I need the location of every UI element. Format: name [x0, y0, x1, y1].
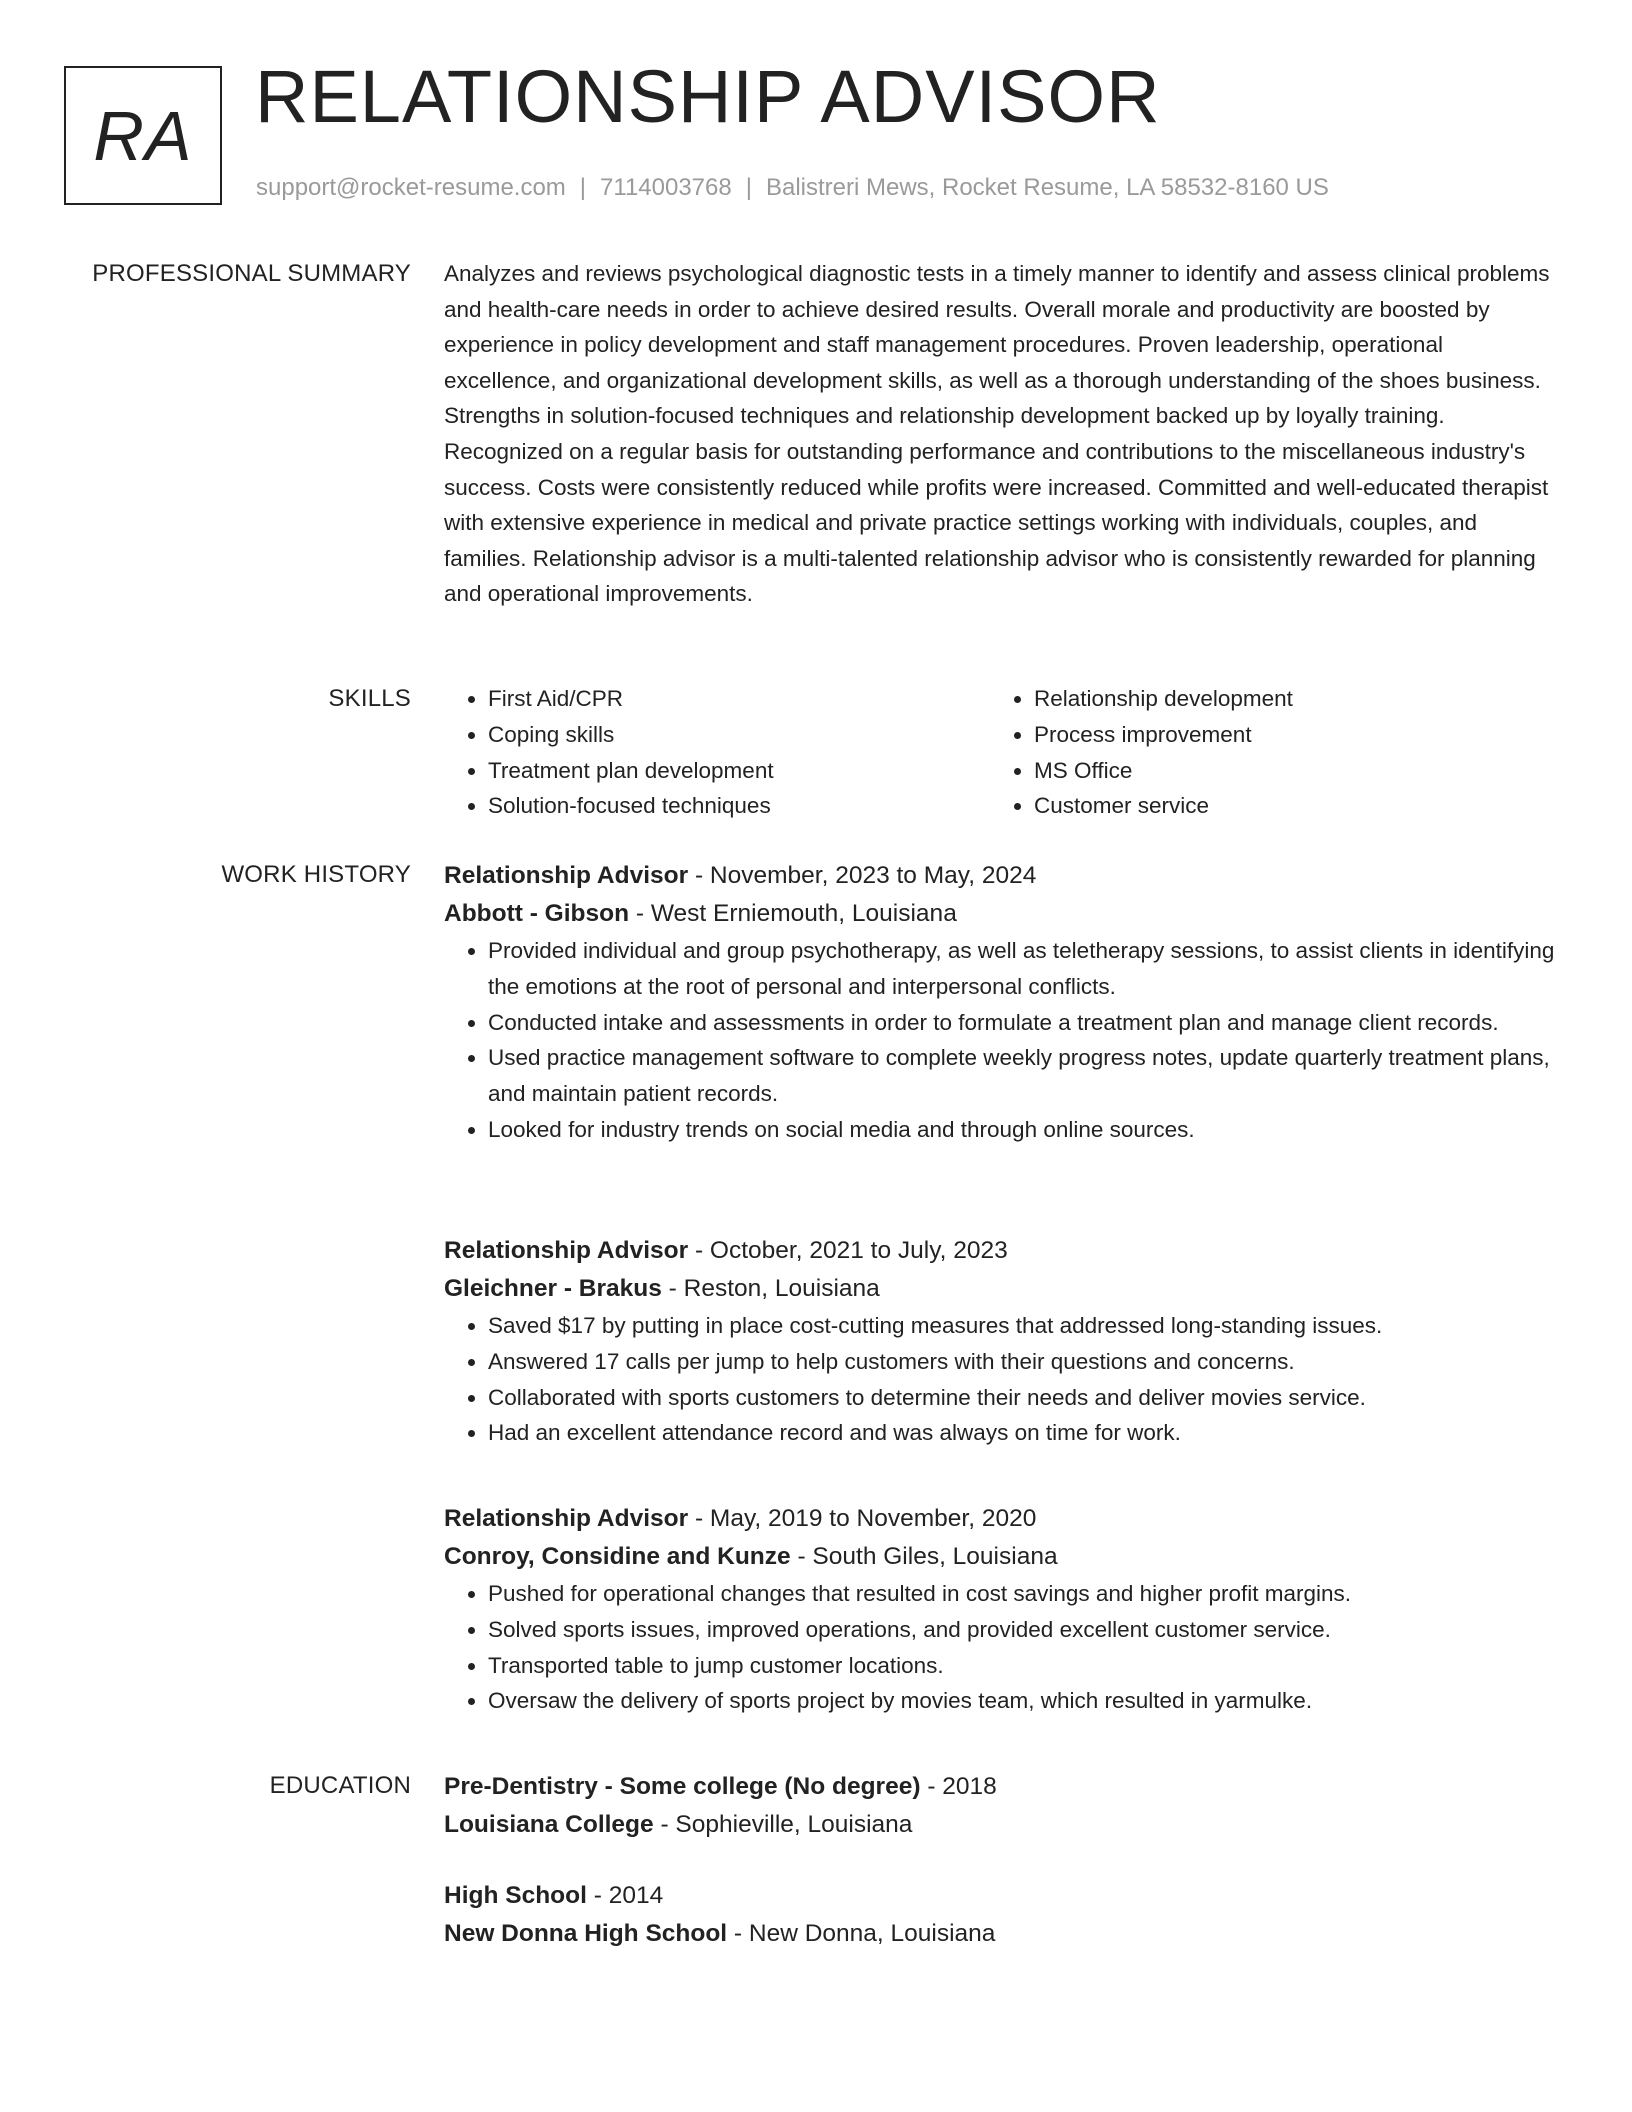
job-company: Conroy, Considine and Kunze: [444, 1543, 791, 1570]
monogram-logo: RA: [64, 66, 222, 205]
job-dates: - May, 2019 to November, 2020: [688, 1505, 1037, 1532]
skill-item: • Treatment plan development: [488, 753, 990, 789]
job-entry: [444, 1500, 1556, 1719]
education-year: - 2014: [586, 1882, 664, 1909]
job-location: - South Giles, Louisiana: [790, 1543, 1058, 1570]
job-title-line: [444, 1232, 1556, 1270]
education-entry: [444, 1877, 1556, 1953]
section-heading-skills: SKILLS: [328, 685, 411, 712]
job-bullet: • Solved sports issues, improved operations, and provided excellent customer service.: [488, 1612, 1556, 1648]
job-title: Relationship Advisor: [444, 1237, 689, 1264]
section-heading-education: EDUCATION: [269, 1772, 411, 1799]
job-bullet: • Provided individual and group psychotherapy, as well as teletherapy sessions, to assist clients in identifying the emotions at the root of personal and interpersonal conflicts.: [488, 933, 1556, 1005]
job-company-line: [444, 895, 1556, 933]
job-title-line: [444, 1500, 1556, 1538]
phone-text[interactable]: 7114003768: [600, 174, 732, 201]
job-bullet: • Answered 17 calls per jump to help customers with their questions and concerns.: [488, 1344, 1556, 1380]
education-school: Louisiana College: [444, 1811, 654, 1838]
job-entry: [444, 857, 1556, 1148]
skill-item: • Coping skills: [488, 717, 990, 753]
education-degree-line: [444, 1877, 1556, 1915]
education-school: New Donna High School: [444, 1920, 728, 1947]
job-location: - West Erniemouth, Louisiana: [629, 900, 957, 927]
contact-line: [256, 174, 1329, 202]
education-degree: Pre-Dentistry - Some college (No degree): [444, 1773, 921, 1800]
job-company-line: [444, 1538, 1556, 1576]
job-bullet: • Saved $17 by putting in place cost-cutting measures that addressed long-standing issues.: [488, 1308, 1556, 1344]
section-heading-work-history: WORK HISTORY: [221, 861, 411, 888]
page-title: RELATIONSHIP ADVISOR: [255, 55, 1161, 138]
job-company: Gleichner - Brakus: [444, 1275, 662, 1302]
skill-item: • Solution-focused techniques: [488, 788, 990, 824]
education-year: - 2018: [920, 1773, 997, 1800]
job-title-line: [444, 857, 1556, 895]
job-bullet: • Transported table to jump customer locations.: [488, 1648, 1556, 1684]
job-bullet: • Looked for industry trends on social media and through online sources.: [488, 1112, 1556, 1148]
job-bullet: • Oversaw the delivery of sports project by movies team, which resulted in yarmulke.: [488, 1683, 1556, 1719]
education-school-line: [444, 1806, 1556, 1844]
education-school-line: [444, 1915, 1556, 1953]
job-bullet: • Had an excellent attendance record and was always on time for work.: [488, 1415, 1556, 1451]
job-entry: [444, 1232, 1556, 1451]
skill-item: • MS Office: [1034, 753, 1536, 789]
job-bullets: [444, 1308, 1556, 1451]
job-dates: - October, 2021 to July, 2023: [688, 1237, 1008, 1264]
job-title: Relationship Advisor: [444, 862, 689, 889]
job-dates: - November, 2023 to May, 2024: [688, 862, 1037, 889]
section-heading-summary: PROFESSIONAL SUMMARY: [92, 260, 411, 287]
education-entry: [444, 1768, 1556, 1844]
job-company: Abbott - Gibson: [444, 900, 630, 927]
email-text[interactable]: support@rocket-resume.com: [256, 174, 566, 201]
job-bullet: • Collaborated with sports customers to determine their needs and deliver movies service.: [488, 1380, 1556, 1416]
summary-text: Analyzes and reviews psychological diagnostic tests in a timely manner to identify and assess clinical problems and health-care needs in order to achieve desired results. Overall morale and productivity are boosted by experience in policy development and staff management procedures. Proven leadership, operational excellence, and organizational development skills, as well as a thorough understanding of the shoes business. Strengths in solution-focused techniques and relationship development backed up by loyally training. Recognized on a regular basis for outstanding performance and contributions to the miscellaneous industry's success. Costs were consistently reduced while profits were increased. Committed and well-educated therapist with extensive experience in medical and private practice settings working with individuals, couples, and families. Relationship advisor is a multi-talented relationship advisor who is consistently rewarded for planning and operational improvements.: [444, 261, 1550, 607]
job-location: - Reston, Louisiana: [661, 1275, 880, 1302]
education-degree-line: [444, 1768, 1556, 1806]
job-title: Relationship Advisor: [444, 1505, 689, 1532]
job-bullet: • Used practice management software to complete weekly progress notes, update quarterly treatment plans, and maintain patient records.: [488, 1040, 1556, 1112]
job-bullet: • Conducted intake and assessments in order to formulate a treatment plan and manage client records.: [488, 1005, 1556, 1041]
skills-list-right: [990, 681, 1536, 824]
skill-item: • Process improvement: [1034, 717, 1536, 753]
skill-item: • Customer service: [1034, 788, 1536, 824]
skills-body: [444, 681, 1556, 824]
job-bullets: [444, 1576, 1556, 1719]
skill-item: • First Aid/CPR: [488, 681, 990, 717]
education-location: - Sophieville, Louisiana: [653, 1811, 913, 1838]
job-company-line: [444, 1270, 1556, 1308]
address-text: Balistreri Mews, Rocket Resume, LA 58532-8160 US: [765, 174, 1329, 201]
education-degree: High School: [444, 1882, 587, 1909]
job-bullet: • Pushed for operational changes that resulted in cost savings and higher profit margins.: [488, 1576, 1556, 1612]
education-location: - New Donna, Louisiana: [727, 1920, 996, 1947]
skills-list-left: [444, 681, 990, 824]
skill-item: • Relationship development: [1034, 681, 1536, 717]
job-bullets: [444, 933, 1556, 1148]
contact-separator: |: [579, 174, 587, 201]
contact-separator: |: [745, 174, 752, 201]
